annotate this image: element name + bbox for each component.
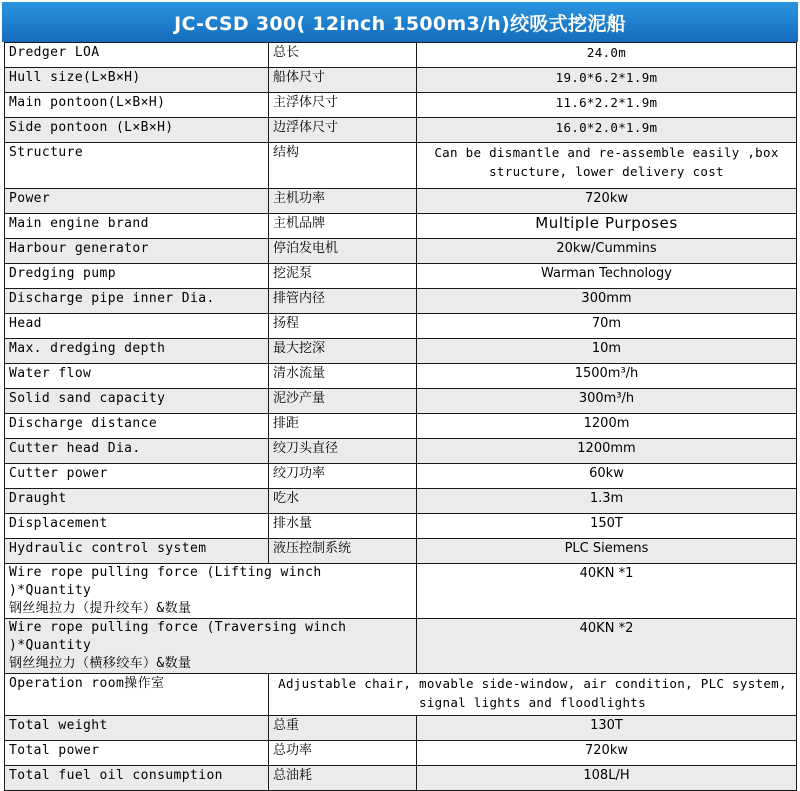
table-row	[5, 339, 797, 364]
param-en: Structure	[5, 143, 269, 189]
param-cn: 最大挖深	[269, 339, 417, 364]
param-en: Solid sand capacity	[5, 389, 269, 414]
param-value: 19.0*6.2*1.9m	[417, 68, 797, 93]
table-row	[5, 364, 797, 389]
param-value: 150T	[417, 514, 797, 539]
param-value-line: Adjustable chair, movable side-window, air condition, PLC system,	[278, 676, 787, 691]
param-value: 40KN *1	[417, 564, 797, 619]
param-cn: 泥沙产量	[269, 389, 417, 414]
param-value: Multiple Purposes	[417, 214, 797, 239]
param-en: Main engine brand	[5, 214, 269, 239]
param-value: 1.3m	[417, 489, 797, 514]
param-value: 720kw	[417, 741, 797, 766]
param-value: 10m	[417, 339, 797, 364]
table-row	[5, 289, 797, 314]
param-value: 720kw	[417, 189, 797, 214]
param-value: 1200mm	[417, 439, 797, 464]
param-en: Draught	[5, 489, 269, 514]
param-value: 70m	[417, 314, 797, 339]
param-en: Hydraulic control system	[5, 539, 269, 564]
param-cn-line: 钢丝绳拉力（横移绞车）&数量	[9, 656, 192, 671]
param-cn: 边浮体尺寸	[269, 118, 417, 143]
param-cn: 扬程	[269, 314, 417, 339]
param-cn: 总重	[269, 716, 417, 741]
param-value: 300m³/h	[417, 389, 797, 414]
table-row	[5, 43, 797, 68]
param-en: Max. dredging depth	[5, 339, 269, 364]
table-row	[5, 93, 797, 118]
param-en-line: Wire rope pulling force (Lifting winch )*Quantity	[9, 565, 322, 598]
table-row	[5, 674, 797, 716]
param-value: 24.0m	[417, 43, 797, 68]
param-value	[417, 143, 797, 189]
table-row	[5, 766, 797, 791]
param-cn: 排距	[269, 414, 417, 439]
param-en: Water flow	[5, 364, 269, 389]
page-title: JC-CSD 300( 12inch 1500m3/h)绞吸式挖泥船	[2, 2, 798, 42]
param-cn: 停泊发电机	[269, 239, 417, 264]
param-cn: 结构	[269, 143, 417, 189]
param-en: Displacement	[5, 514, 269, 539]
table-row	[5, 214, 797, 239]
param-value	[269, 674, 797, 716]
param-en: Total fuel oil consumption	[5, 766, 269, 791]
param-cn: 排管内径	[269, 289, 417, 314]
table-row	[5, 389, 797, 414]
param-en: Main pontoon(L×B×H)	[5, 93, 269, 118]
param-cn: 绞刀头直径	[269, 439, 417, 464]
param-en: Cutter power	[5, 464, 269, 489]
param-en: Side pontoon (L×B×H)	[5, 118, 269, 143]
param-value: 16.0*2.0*1.9m	[417, 118, 797, 143]
param-cn: 总功率	[269, 741, 417, 766]
table-row	[5, 414, 797, 439]
param-cn: 总油耗	[269, 766, 417, 791]
param-cn: 挖泥泵	[269, 264, 417, 289]
param-en: Cutter head Dia.	[5, 439, 269, 464]
table-row	[5, 464, 797, 489]
param-value: 40KN *2	[417, 619, 797, 674]
param-value: 20kw/Cummins	[417, 239, 797, 264]
param-en: Operation room操作室	[5, 674, 269, 716]
param-cn: 绞刀功率	[269, 464, 417, 489]
param-value: Warman Technology	[417, 264, 797, 289]
table-row	[5, 564, 797, 619]
param-en: Head	[5, 314, 269, 339]
param-value: 1200m	[417, 414, 797, 439]
param-cn: 主机品牌	[269, 214, 417, 239]
param-cn: 总长	[269, 43, 417, 68]
table-row	[5, 143, 797, 189]
param-en: Hull size(L×B×H)	[5, 68, 269, 93]
param-value-line: signal lights and floodlights	[419, 695, 646, 710]
param-cn: 船体尺寸	[269, 68, 417, 93]
param-en	[5, 564, 417, 619]
param-cn: 主浮体尺寸	[269, 93, 417, 118]
spec-table	[4, 42, 797, 791]
param-value: 60kw	[417, 464, 797, 489]
param-en: Discharge distance	[5, 414, 269, 439]
param-value: 1500m³/h	[417, 364, 797, 389]
table-row	[5, 489, 797, 514]
param-en: Harbour generator	[5, 239, 269, 264]
table-row	[5, 239, 797, 264]
param-value: 130T	[417, 716, 797, 741]
table-row	[5, 118, 797, 143]
param-cn: 排水量	[269, 514, 417, 539]
param-en: Dredging pump	[5, 264, 269, 289]
param-cn: 吃水	[269, 489, 417, 514]
param-value-line: structure, lower delivery cost	[489, 164, 724, 179]
param-en: Discharge pipe inner Dia.	[5, 289, 269, 314]
table-row	[5, 189, 797, 214]
param-en	[5, 619, 417, 674]
param-cn-line: 钢丝绳拉力（提升绞车）&数量	[9, 601, 192, 616]
param-cn: 主机功率	[269, 189, 417, 214]
param-cn: 清水流量	[269, 364, 417, 389]
table-row	[5, 716, 797, 741]
table-row	[5, 68, 797, 93]
param-value: 300mm	[417, 289, 797, 314]
table-row	[5, 619, 797, 674]
table-row	[5, 439, 797, 464]
param-value-line: Can be dismantle and re-assemble easily ,box	[434, 145, 779, 160]
param-value: PLC Siemens	[417, 539, 797, 564]
param-cn: 液压控制系统	[269, 539, 417, 564]
param-value: 108L/H	[417, 766, 797, 791]
table-row	[5, 514, 797, 539]
param-value: 11.6*2.2*1.9m	[417, 93, 797, 118]
table-row	[5, 314, 797, 339]
param-en: Dredger LOA	[5, 43, 269, 68]
table-row	[5, 264, 797, 289]
param-en-line: Wire rope pulling force (Traversing winch )*Quantity	[9, 620, 347, 653]
table-row	[5, 741, 797, 766]
param-en: Power	[5, 189, 269, 214]
table-row	[5, 539, 797, 564]
param-en: Total power	[5, 741, 269, 766]
param-en: Total weight	[5, 716, 269, 741]
